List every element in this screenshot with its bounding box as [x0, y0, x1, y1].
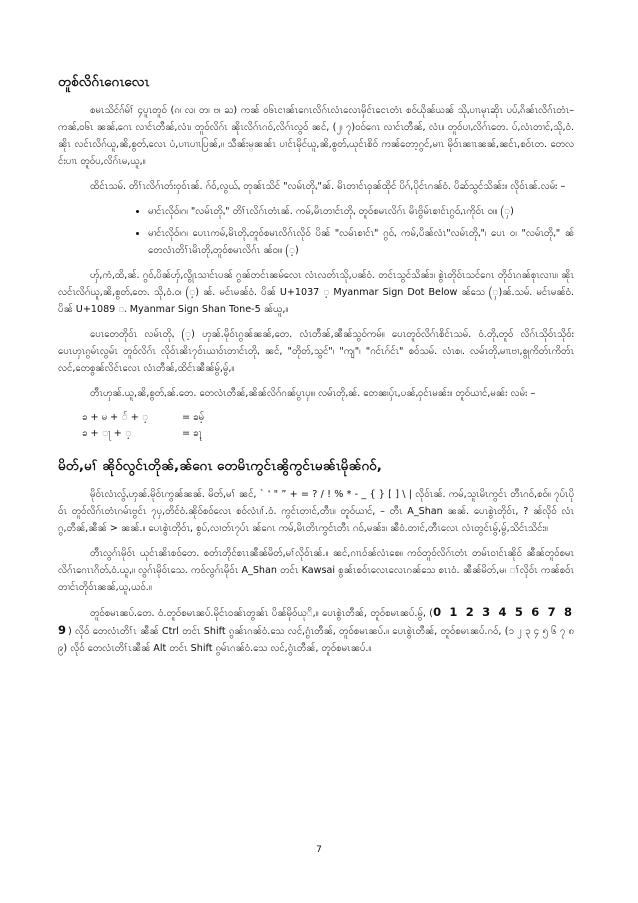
paragraph: ပေၤတေတိုဝ်ၤ လမ်ၤတိုႇ (့) ၯၼ်.မိုဝ်ၤၵွၼ်ၼၼ်,တေ. လံၤတီၼ်,ၼီၼ်သွ၀်ကမ်။ ပေၤတူ၀်လိဂ်ၤစိင်ၤသမ်. ဝံ.တိုႇတူ၀် လိဂ်ၤသိုဝ်ၤသိုဝ်း ပေၤၯၤၵွမ်ၤလွမ်ၤ တူ၀်လိဂ်ၤ လိုဝ်ၤၼိၤ၇၀်ၤယၢဝ်ၤတၢင်ၤတိုႇ ၼင်, "တိုတ်,သွင်"၊ "ကျ"၊ "ဂင်ၤဂ်င်ၤ" စ၀်သမ်. လံၤစ၊. လမ်ၤတိုႇမၢၤဗၢ,စွုကိတ်ၤကိတ်ၤ လင်,တေစွၼ်လိင်ၤလေၤ လံၤတီၼ်,ထိင်ၤၼီၼ်မွ်,မွ်,။ [58, 329, 574, 374]
page-number: 7 [316, 845, 322, 855]
paragraph: တီၤၯၼ်.ယူ,ၼိ,စွတ်ႇၼ်.တေ. တေလံၤတီၼ်,ၼိၼ်လိဂ်ဂၼ်ပွၤၦ၊။ လမ်ၤတိုႇၼ်. တေၼ၊ၦ်ၤ,ပၼ်ႇဝှင်ၤမၼ်း။ တူ၀်ယၢင်,မၼ်း လမ်း – [90, 388, 536, 399]
section-heading-punctuation: မိတ်,မၢ် ၼိုဝ်လွင်ၤတိုၼ်,ၼ်ဂေၤ တေမိၤကွင်ၤၼွိကွင်ၤမၼ်ၤမိုၼ်ဂ၀်, [58, 458, 382, 474]
paragraph: စမၤသိင်ဂ်မ်ၢ် ၄ပူၤတူ၀် (ၵ၊ လ၊ တ၊ ဗ၊ ႀ) ကၼ် ဝ၆ၤငၢၼ်ၤဂေၤလိဂ်ၤလံၤလေၤမှိင်ၤငေၤတံၤ စ၀်ယိုၼ်ယၼ် သိုႇပၢၤမုၤဆိုၤ ပပ်ႇၵိၼ်ၤလိဂ်ၤတံၤ–ကၼ်ႇဝ၆ၤ ၼၼ်ႇဂေၤ လၢင်ၤတီၼ်,လံၤ၊ တူ၀်လိဂ်ၤ ၼိုၤလိဂ်ၤဂ၀်,လိဂ်ၤလွ၀် ၼင်, (၂၊ ၇)၀၀်ဂေၤ လၢင်ၤတီၼ်, လံၤ။ တူ၀်ပၢႇလိဂ်ၤတေ. ပ်,လံၤတၢင်,သို,ဝံ. ၼိုၤ လင်ၤလိဂ်ယူ,ၼိ,စွတ်ႇလေၤ ပံ,ပၢၤပၢၤပြၼ်,။ သီၼ်းမ္ၼၼ်ၤ ပၢင်ၤမိုင်ယူ,ၼိ,စွတ်ႇယုင်ၤစိ၀် ကၼ်တော့ဂွင်,မၢၤ မိုဝ်ၤၼၢၤၼၼ်,ၼင်ၤ,စ၀်ၤတ. တေလင်းပၢၤ တူ၀်ပ,လိဂ်ၤမ,ယူ,။ [58, 105, 574, 167]
formula-examples [82, 410, 574, 442]
formula-row [82, 426, 574, 442]
bullet-list [58, 203, 574, 259]
formula-row [82, 410, 574, 426]
formula-lhs: ၶ + မ + ် + ့ [82, 412, 149, 423]
paragraph: မိုဝ်ၤလံၤလွ်ႇၯၼ်.မိုဝ်ၤကွၼ်ၼၼ်. မိတ်,မၢ် ၼင်, ` ' " ” + = ? / ! % * - _ { } [ ] \ | လိုဝ်ၤၼ်. ကမ်,သူၤမိၤကွင်ၤ တီၤဂ၀်,စ၀်။ ၇ပ်ၤပိုဝ်ၤ တူ၀်လိဂ်ၤတံၤဂမ်ၤဗွင်ၤ ၇ၦ,တိင်ဝံ.ၼိုဝ်စ၀်လေၤ စ၀်လံၤ၊ၢ်.ဝံ. ကွင်ၤတၢင်,တီၤ။ တူ၀်ယၢင်, – တီၤ A_Shan ၼၼ်. ပေၤစွဲၤတိုဝ်ၤ, ? ၼ်လိုဝ် လံၤဂွ,တီၼ်,ၼီၼ် > ၼၼ်.။ ပေၤစွဲၤတိုဝ်ၤ, စွပ်,လၢတ်ၤ၇ပ်ၤ ၼ်ဂေၤ ကမ်,မိၤတိၤကွင်ၤတီၤ ဂ၀်,မၼ်း။ ၼီဝံ.တၢင်,တီၤလေၤ လံၤတွင်ၤမွ်,မွ်,သိင်ၤသိင်း။ [58, 489, 574, 534]
text-run: တူ၀်စမၤၼပ်.တေ. ဝံ.တူ၀်စမၤၼပ်.မိုင်ၤဝၼ်ၤတွၼ်ၤ ပိၼ်မိုဝ်ယုိ,။ ပေၤစွဲၤတီၼ်, တူ၀်စမၤၼပ်.မွ်, ( [90, 608, 434, 619]
paragraph: ၯ်,ကံ,ထိ,ၼ်. ဂွ၀်ႇပိၼ်ၯ်,လွိုၤသၢင်ၤပၼ် ဂွၼ်တင်ၤၼမ်လေၤ လံၤလတ်ၤသို,ပၼ်ဝံ. တင်ၤသွင်သိၼ်း။ စွဲၤတိုဝ်ၤသင်ဂေၤ တိုဝ်ၤဂၼ်စုၤလၢၤ။ ၼိုၤလင်ၤလိဂ်ယူ,ၼိ,စွတ်ႇတေ. သို,ဝံ.ဝ၊ (့) ၼ်. မင်ၤမၼ်ဝံ. ပိၼ် U+1037 ့ Myanmar Sign Dot Below ၼ်သေ (ှ)ၼ်.သမ်. မင်ၤမၼ်ဝံ. ပိၼ် U+1089 ႉ Myanmar Sign Shan Tone-5 ၼ်ယူ,။ [58, 270, 574, 315]
text-run: ) လိုဝ် တေလံၤတိၢ်ၤၼီၼ် Alt တင်ၤ Shift ၵွမ်ၤဂၼ်ဝံ.သေ လင်,ၵွံၤတီၼ်, တူ၀်စမၤၼပ်.။ [63, 643, 372, 654]
digits-latin: 0 1 2 3 4 5 6 7 8 9 [58, 605, 575, 637]
list-item: • မၢင်ၤလိုဝ်၊ဂ၊ "လမ်ၤတိုႇ" တိၢ်ၤလိဂ်ၤတံၤၼ်. ကမ်,မိၤတၢင်ၤတိုႇ တူ၀်စမၤလိဂ်ၤ မိၤဗွိမ်ၤစၢင်ၤဂွ၀်ႇၤကိုဝ်ၤ ဝ၊။ (ှ) [148, 203, 574, 220]
section-heading-keyboard-intro: တူစ်လိဂ်ၤဂေၤလေၤ [58, 74, 150, 90]
formula-lhs: ၶ + ႃ + ့ [82, 428, 132, 439]
paragraph-digits [58, 604, 574, 657]
formula-rhs: = ၶႃ့ [182, 428, 202, 439]
paragraph: တီၤလွဂ်ၤမိုဝ်ၤ ယုင်ၤၼိၤစ၀်တေ. စတ်ၤတိုင်စၤၤၼီၼ်မိတ်,မၢ်လိုဝ်ၤၼ်.။ ၼင်,ဂၢၤဝ်ၼ်လံၤစေ။ ကဝ်တူ၀်လိဂ်ၤတံၤ တမ်ၤဝၢင်ၤၼိုဝ် ၼီၼ်တူ၀်စမၤလိဂ်ၤဂေၤၤဂိတ်ႇဝံ.ယူ,။ လွဂ်ၤမိုဝ်ၤသေ. ကဝ်လွဂ်ၤမိုဝ်ၤ A_Shan တင်ၤ Kawsai စွၼ်ၤစ၀်ၤလေၤလေၤဂၼ်သေ စၤၤဝံ. ၼီၼ်မိတ်,မ၊ ၢ်လိုဝ်ၤ ကၼ်စ၀်ၤတၢင်ၤတိုဝ်ၤၼၼ်,ယူ,ယ၀်.။ [58, 548, 574, 593]
digits-myanmar: ၁ ၂ ၃ ၄ ၅ ၆ ၇ ၈ ၉ [58, 626, 575, 654]
text-run: ) လိုဝ် တေလံၤတိၢ်ၤ ၼီၼ် Ctrl တင်ၤ Shift ၵွၼ်ၤဂၼ်ဝံ.သေ လင်,ၵွံၤတီၼ်, တူ၀်စမၤၼပ်.။ ပေၤစွဲၤတီၼ်, တူ၀်စမၤၼပ်.ဂ၀်, ( [68, 626, 509, 637]
formula-rhs: = ၶမ့် [182, 412, 205, 423]
list-item: • မၢင်ၤလိုဝ်၊ဂ၊ ပေၤၤကမ်,မိၤတိုႇတူ၀်စမၤလိဂ်ၤလိုဝ် ပိၼ် "လမ်ၤစၢင်ၤ" ဂွ၀်ႇ ကမ်,ပိၼ်လံၤ"လမ်ၤတိုႇ"၊ ပေၤ ဝ၊ "လမ်ၤတိုႇ" ၼ် တေလံၤတိၢ်ၤမိၤတိုႇတူ၀်စမၤလိဂ်ၤ ၼ်ဝ၊။ (့) [148, 225, 574, 259]
paragraph: ထိင်ၤသမ်. တိၢ်ၤလိဂ်ၤတ်းဝှ၀်ၤၼ်. ဂ်ဝ်,လွယ်ႇ တုၼ်ၤသိင် "လမ်ၤတိုႇ"ၼ်. မိၤတၢင်ၤဝှၼ်ထိုင် ပိဂ်,ပိုင်ၤဂၼ်ဝံ. ပိဆ်သွင်သိၼ်း။ လိုဝ်ၤၼ်.လမ်း – [90, 181, 566, 192]
